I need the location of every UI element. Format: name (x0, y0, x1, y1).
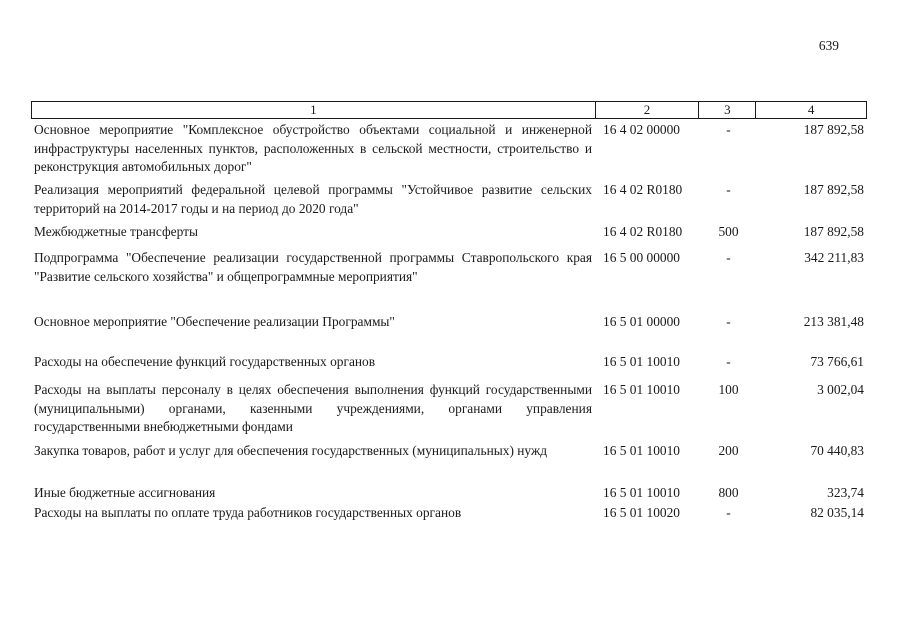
row-type: - (726, 314, 731, 329)
table-row (31, 504, 867, 523)
row-name: Расходы на выплаты по оплате труда работников государственных органов (34, 505, 462, 520)
row-code: 16 5 01 10010 (603, 443, 680, 458)
row-type: 200 (718, 443, 739, 458)
table-row (31, 181, 867, 218)
table-row (31, 442, 867, 461)
table-row (31, 353, 867, 372)
row-amount: 213 381,48 (803, 314, 864, 329)
table-row (31, 121, 867, 177)
row-code: 16 4 02 R0180 (603, 224, 683, 239)
row-type: - (726, 505, 731, 520)
row-code: 16 5 01 10020 (603, 505, 680, 520)
row-name: Межбюджетные трансферты (34, 224, 198, 239)
row-amount: 342 211,83 (804, 250, 864, 265)
row-name: Основное мероприятие "Комплексное обустройство объектами социальной и инженерной инфраструктуры населенных пунктов, расположенных в сельской местности, строительство и реконструкция автомобильных дорог" (34, 122, 592, 175)
row-amount: 187 892,58 (803, 182, 864, 197)
row-type: 800 (718, 485, 739, 500)
row-name: Расходы на выплаты персоналу в целях обеспечения выполнения функций государственными (муниципальными) органами, казенными учреждениями, органами управления государственными внебюджетными фондами (34, 382, 592, 435)
row-code: 16 5 01 10010 (603, 354, 680, 369)
table-row (31, 249, 867, 286)
row-code: 16 5 00 00000 (603, 250, 680, 265)
row-type: - (726, 182, 731, 197)
header-col-2: 2 (596, 102, 700, 118)
row-name: Расходы на обеспечение функций государственных органов (34, 354, 376, 369)
table-row (31, 484, 867, 503)
table-header (31, 101, 867, 119)
page-number: 639 (818, 38, 839, 53)
row-name: Иные бюджетные ассигнования (34, 485, 216, 500)
row-code: 16 5 01 10010 (603, 382, 680, 397)
header-col-3: 3 (699, 102, 756, 118)
row-name: Основное мероприятие "Обеспечение реализации Программы" (34, 314, 395, 329)
row-code: 16 5 01 10010 (603, 485, 680, 500)
row-amount: 187 892,58 (803, 224, 864, 239)
table-row (31, 313, 867, 332)
row-amount: 187 892,58 (803, 122, 864, 137)
row-type: 500 (718, 224, 739, 239)
header-col-4: 4 (807, 102, 815, 117)
row-name: Реализация мероприятий федеральной целевой программы "Устойчивое развитие сельских территорий на 2014-2017 годы и на период до 2020 года" (34, 182, 592, 216)
row-amount: 70 440,83 (810, 443, 864, 458)
row-amount: 73 766,61 (810, 354, 864, 369)
row-code: 16 4 02 00000 (603, 122, 680, 137)
row-amount: 323,74 (827, 485, 864, 500)
row-amount: 3 002,04 (817, 382, 864, 397)
table-row (31, 381, 867, 437)
row-type: - (726, 250, 731, 265)
row-type: 100 (718, 382, 739, 397)
row-code: 16 5 01 00000 (603, 314, 680, 329)
row-amount: 82 035,14 (810, 505, 864, 520)
row-type: - (726, 354, 731, 369)
header-col-1: 1 (32, 102, 596, 118)
row-name: Подпрограмма "Обеспечение реализации государственной программы Ставропольского края "Развитие сельского хозяйства" и общепрограммные мероприятия" (34, 250, 592, 284)
row-code: 16 4 02 R0180 (603, 182, 683, 197)
row-name: Закупка товаров, работ и услуг для обеспечения государственных (муниципальных) нужд (34, 443, 548, 458)
table-row (31, 223, 867, 242)
row-type: - (726, 122, 731, 137)
